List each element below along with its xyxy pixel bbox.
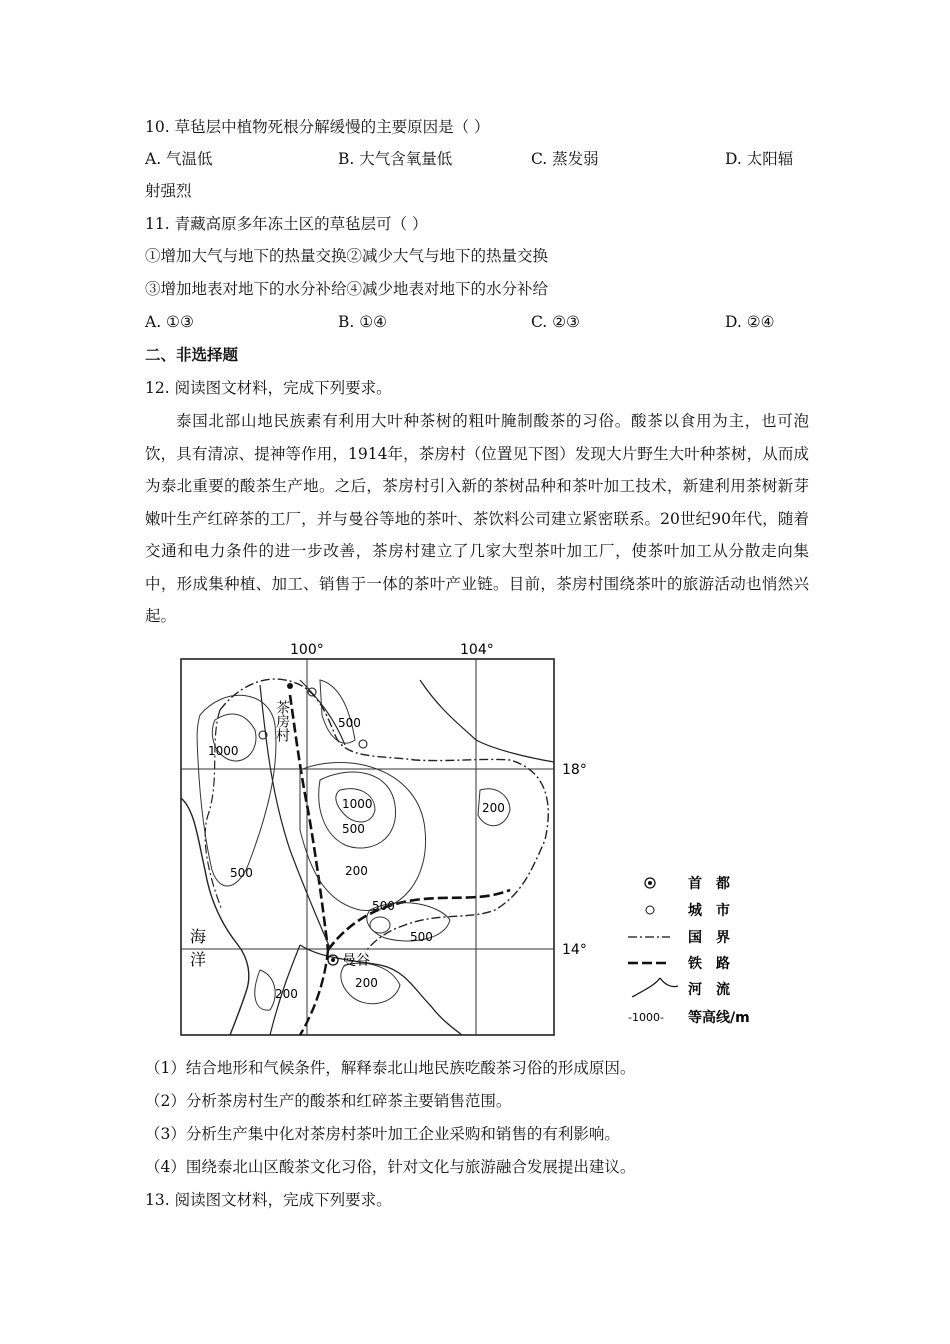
q12-sub-4: （4）围绕泰北山区酸茶文化习俗，针对文化与旅游融合发展提出建议。 (145, 1158, 636, 1176)
section-title: 二、非选择题 (145, 346, 239, 364)
q12-paragraph: 泰国北部山地民族素有利用大叶种茶树的粗叶腌制酸茶的习俗。酸茶以食用为主，也可泡饮，具有清凉、提神等作用，1914年，茶房村（位置见下图）发现大片野生大叶种茶树，从而成为泰北重要的酸茶生产地。之后，茶房村引入新的茶树品种和茶叶加工技术，新建利用茶树新芽嫩叶生产红碎茶的工厂，并与曼谷等地的茶叶、茶饮料公司建立紧密联系。20世纪90年代，随着交通和电力条件的进一步改善，茶房村建立了几家大型茶叶加工厂，使茶叶加工从分散走向集中，形成集种植、加工、销售于一体的茶叶产业链。目前，茶房村围绕茶叶的旅游活动也悄然兴起。 (145, 412, 809, 625)
q11-stem: 11. 青藏高原多年冻土区的草毡层可（ ） (145, 215, 428, 233)
q10-option-d: D. 太阳辐 (725, 150, 794, 168)
q10-option-c: C. 蒸发弱 (531, 150, 599, 168)
ocean-label: 洋 (190, 950, 207, 969)
q12-sub-2: （2）分析茶房村生产的酸茶和红碎茶主要销售范围。 (145, 1092, 512, 1110)
q11-option-a: A. ①③ (145, 313, 194, 331)
q11-option-c: C. ②③ (531, 313, 580, 331)
q12-sub-1: （1）结合地形和气候条件，解释泰北山地民族吃酸茶习俗的形成原因。 (145, 1059, 636, 1077)
village-point (287, 683, 293, 689)
legend-contour-symbol: -1000- (628, 1011, 664, 1024)
legend-label: 城 市 (688, 903, 730, 919)
q12-sub-3: （3）分析生产集中化对茶房村茶叶加工企业采购和销售的有利影响。 (145, 1125, 620, 1143)
map-legend (628, 875, 750, 1026)
lon-label: 100° (290, 642, 324, 658)
q13-stem: 13. 阅读图文材料，完成下列要求。 (145, 1191, 392, 1209)
legend-label: 首 都 (688, 876, 730, 892)
contour-label: 1000 (342, 797, 373, 811)
capital-label: 曼谷 (342, 953, 370, 969)
contour-label: 200 (275, 987, 298, 1001)
contour-label: 500 (338, 716, 361, 730)
legend-river-symbol (632, 978, 678, 997)
contour-label: 200 (355, 976, 378, 990)
capital-dot (331, 958, 335, 962)
village-label: 茶房村 (274, 700, 290, 742)
contour-label: 200 (345, 864, 368, 878)
q10-option-b: B. 大气含氧量低 (338, 150, 453, 168)
thailand-map-figure (150, 640, 790, 1040)
railway-south (300, 950, 328, 1035)
q11-item-1: ①增加大气与地下的热量交换②减少大气与地下的热量交换 (145, 247, 549, 265)
coastline-gulf (300, 945, 462, 1035)
legend-label: 河 流 (688, 982, 730, 998)
legend-label: 等高线/m (688, 1010, 750, 1026)
railway-north (290, 695, 328, 950)
contour-label: 500 (410, 930, 433, 944)
contour-label: 200 (482, 801, 505, 815)
city-icon (359, 740, 367, 748)
contour-label: 500 (372, 899, 395, 913)
q10-option-a: A. 气温低 (145, 150, 213, 168)
contour-label: 500 (230, 866, 253, 880)
contour-500-ring (370, 917, 390, 933)
q11-option-b: B. ①④ (338, 313, 388, 331)
q11-option-d: D. ②④ (725, 313, 775, 331)
contour-label: 500 (342, 822, 365, 836)
river-mekong (420, 680, 554, 762)
q10-stem: 10. 草毡层中植物死根分解缓慢的主要原因是（ ） (145, 118, 490, 136)
contour-200-southwest (255, 970, 275, 1010)
legend-label: 铁 路 (688, 956, 730, 972)
ocean-label: 海 (190, 927, 207, 946)
lat-label: 14° (562, 942, 587, 958)
legend-city-icon (646, 906, 654, 914)
q10-option-d-wrap: 射强烈 (145, 182, 192, 200)
contour-500-north (320, 680, 355, 743)
lon-label: 104° (460, 642, 494, 658)
coastline-west (181, 798, 249, 1035)
q12-stem: 12. 阅读图文材料，完成下列要求。 (145, 379, 392, 397)
contour-label: 1000 (208, 744, 239, 758)
lat-label: 18° (562, 762, 587, 778)
q11-item-2: ③增加地表对地下的水分补给④减少地表对地下的水分补给 (145, 280, 549, 298)
legend-label: 国 界 (688, 930, 730, 946)
